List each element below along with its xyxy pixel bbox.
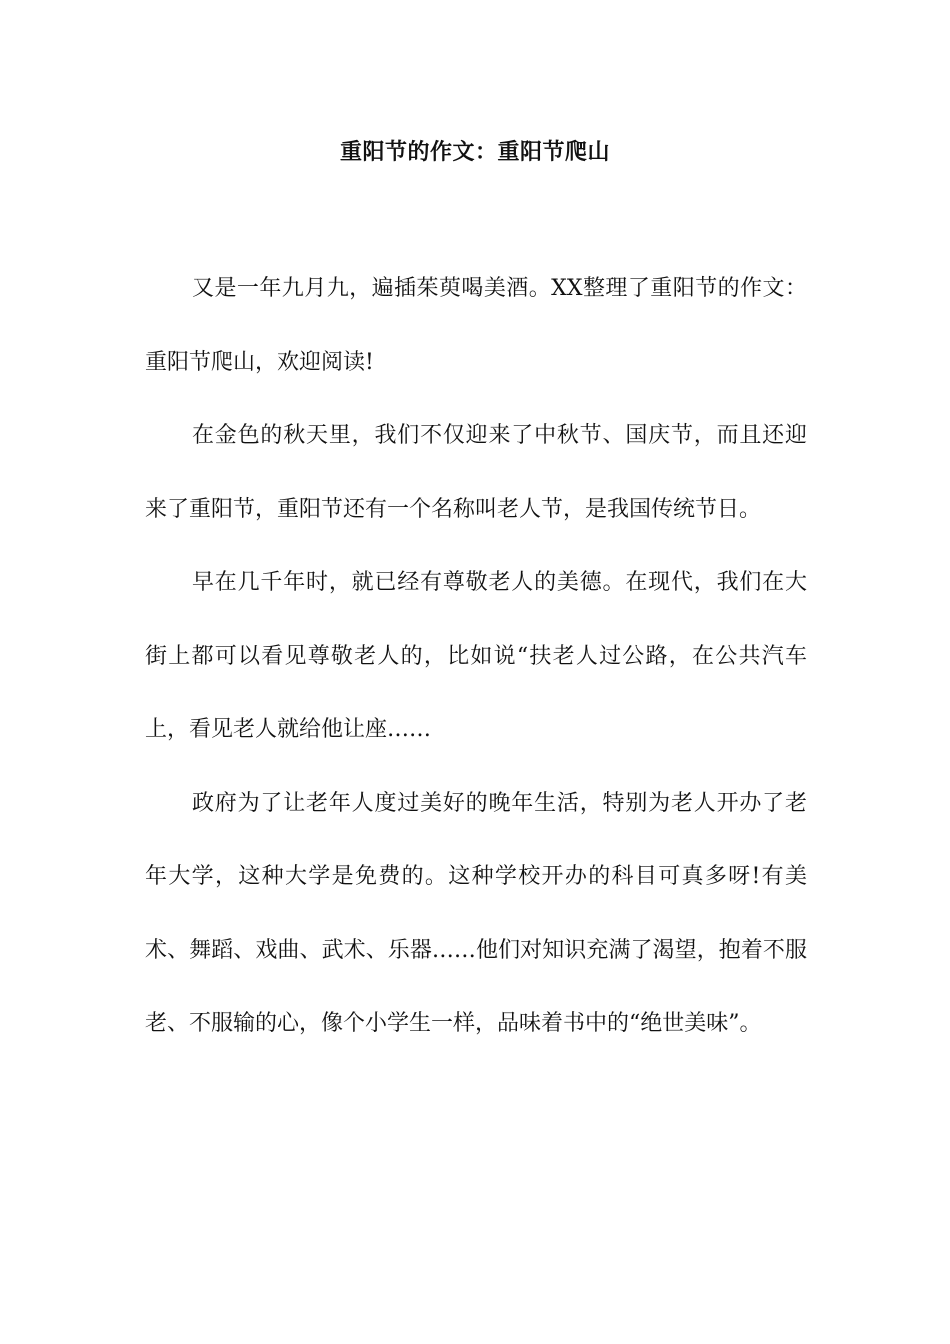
paragraph-autumn: 在金色的秋天里，我们不仅迎来了中秋节、国庆节，而且还迎来了重阳节，重阳节还有一个名称叫老人节，是我国传统节日。 <box>145 423 807 522</box>
paragraph-university: 政府为了让老年人度过美好的晚年生活，特别为老人开办了老年大学，这种大学是免费的。这种学校开办的科目可真多呀!有美术、舞蹈、戏曲、武术、乐器……他们对知识充满了渴望，抱着不服老、不服输的心，像个小学生一样，品味着书中的“绝世美味”。 <box>145 790 807 1036</box>
paragraph-respect: 早在几千年时，就已经有尊敬老人的美德。在现代，我们在大街上都可以看见尊敬老人的，比如说“扶老人过公路，在公共汽车上，看见老人就给他让座…… <box>145 570 807 742</box>
document-title: 重阳节的作文：重阳节爬山 <box>339 139 610 165</box>
paragraph-intro: 又是一年九月九，遍插茱萸喝美酒。XX整理了重阳节的作文：重阳节爬山，欢迎阅读! <box>145 276 807 375</box>
document-body <box>145 252 807 1061</box>
